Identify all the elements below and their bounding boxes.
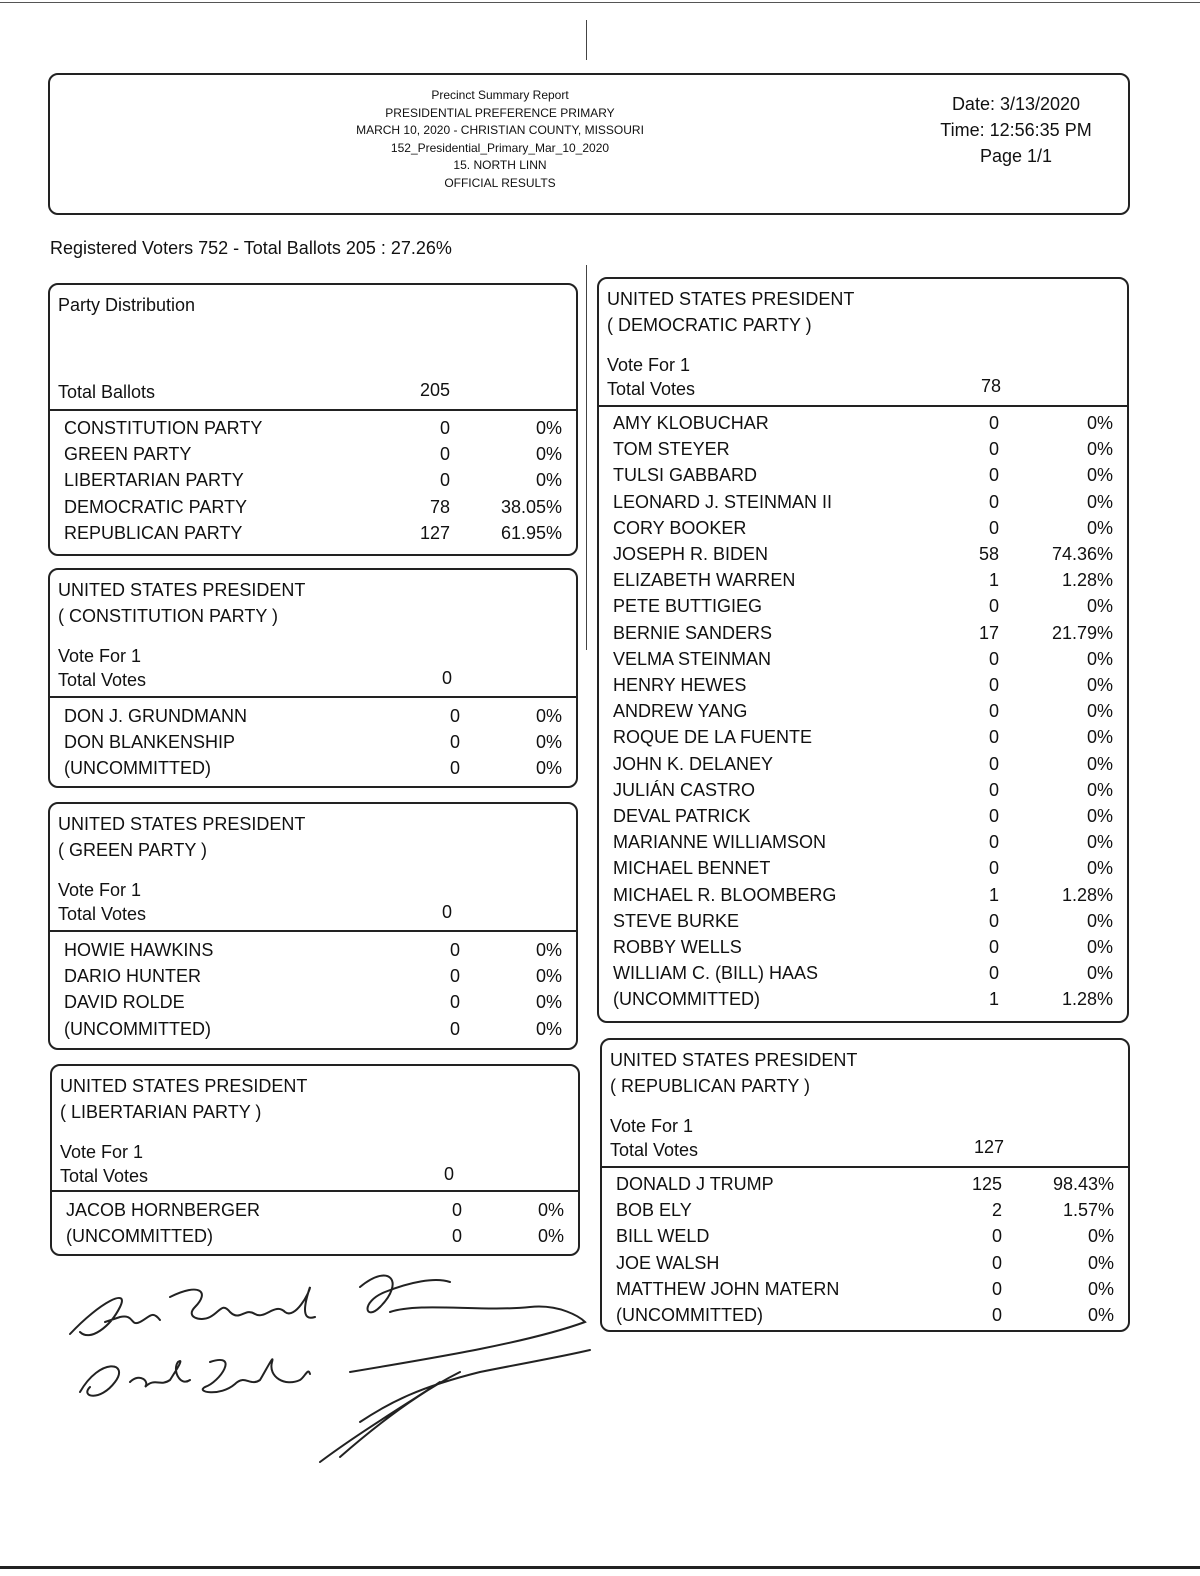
result-row [613,727,1113,753]
candidate-name: VELMA STEINMAN [613,648,772,669]
vote-count: 0 [451,1200,462,1220]
report-header [48,73,1130,215]
candidate-name: BERNIE SANDERS [613,622,773,643]
result-row [613,649,1113,675]
result-row [613,806,1113,832]
candidate-name: JOE WALSH [616,1252,720,1273]
section-divider [50,930,576,932]
result-row [613,675,1113,701]
result-row [616,1174,1114,1200]
result-row [613,465,1113,491]
vote-count: 125 [971,1174,1002,1194]
signature-stroke [70,1287,315,1335]
result-row [616,1200,1114,1226]
contest-title: UNITED STATES PRESIDENT [58,814,306,834]
vote-percent: 0% [1086,753,1113,774]
total-ballots-label: Total Ballots [58,382,156,402]
total-votes-label: Total Votes [58,670,147,690]
vote-percent: 1.28% [1061,989,1113,1010]
candidate-name: LEONARD J. STEINMAN II [613,491,833,512]
result-row [613,911,1113,937]
vote-percent: 0% [1086,517,1113,538]
vote-count: 0 [988,517,999,538]
vote-percent: 0% [1086,491,1113,512]
result-row [64,1019,562,1045]
result-row [613,963,1113,989]
report-date: Date: 3/13/2020 [951,94,1081,114]
vote-count: 0 [991,1305,1002,1325]
candidate-name: DONALD J TRUMP [616,1174,774,1194]
result-row [613,858,1113,884]
vote-percent: 0% [1086,439,1113,460]
candidate-name: HOWIE HAWKINS [64,940,214,960]
result-row [64,758,562,784]
report-meta [916,91,1116,169]
vote-count: 0 [988,779,999,800]
vote-count: 0 [988,727,999,748]
result-row [64,497,562,523]
vote-percent: 0% [537,1200,564,1220]
candidate-name: BILL WELD [616,1226,710,1247]
vote-count: 0 [988,832,999,853]
vote-percent: 0% [535,470,562,491]
vote-percent: 61.95% [500,522,562,543]
vote-count: 0 [449,940,460,960]
candidate-name: DEVAL PATRICK [613,806,751,826]
vote-count: 1 [988,570,999,591]
vote-percent: 0% [535,758,562,779]
contest-title: UNITED STATES PRESIDENT [58,580,306,600]
vote-count: 0 [439,470,450,491]
contest-title: UNITED STATES PRESIDENT [607,289,855,309]
vote-count: 127 [419,522,450,543]
column-divider [586,265,587,650]
candidate-name: BOB ELY [616,1200,692,1221]
vote-percent: 0% [535,992,562,1013]
result-row [64,444,562,470]
result-row [64,523,562,549]
vote-percent: 0% [1086,648,1113,669]
contest-party: ( CONSTITUTION PARTY ) [58,606,279,626]
green-president-section [48,802,578,1050]
vote-percent: 0% [1086,806,1113,826]
total-votes-label: Total Votes [610,1140,699,1160]
vote-for-label: Vote For 1 [607,355,691,375]
candidate-name: DARIO HUNTER [64,966,202,987]
vote-for-label: Vote For 1 [58,646,142,666]
vote-count: 0 [439,418,450,438]
candidate-name: TULSI GABBARD [613,465,758,486]
vote-percent: 0% [535,444,562,465]
vote-percent: 1.28% [1061,884,1113,905]
vote-percent: 0% [1086,937,1113,957]
candidate-name: STEVE BURKE [613,910,740,931]
total-votes-label: Total Votes [58,904,147,924]
vote-percent: 0% [1086,701,1113,722]
result-row [64,418,562,444]
vote-count: 0 [988,753,999,774]
vote-count: 0 [988,648,999,669]
section-divider [50,696,576,698]
vote-count: 0 [988,806,999,826]
vote-count: 0 [988,465,999,486]
vote-percent: 0% [1087,1252,1114,1273]
vote-percent: 1.28% [1061,570,1113,591]
total-votes-label: Total Votes [607,379,696,399]
result-row [613,492,1113,518]
candidate-name: ANDREW YANG [613,701,748,722]
contest-party: ( LIBERTARIAN PARTY ) [60,1102,262,1122]
vote-for-label: Vote For 1 [610,1116,694,1136]
vote-percent: 1.57% [1062,1200,1114,1221]
candidate-name: CONSTITUTION PARTY [64,418,263,438]
candidate-name: MARIANNE WILLIAMSON [613,832,827,853]
candidate-name: LIBERTARIAN PARTY [64,470,244,491]
vote-count: 0 [449,966,460,987]
candidate-name: ELIZABETH WARREN [613,570,796,591]
vote-percent: 0% [535,418,562,438]
candidate-name: JOHN K. DELANEY [613,753,774,774]
candidate-name: (UNCOMMITTED) [66,1226,213,1247]
vote-percent: 0% [1086,675,1113,695]
vote-percent: 0% [537,1226,564,1247]
vote-for-label: Vote For 1 [58,880,142,900]
section-divider [50,409,576,411]
result-row [64,940,562,966]
candidate-name: GREEN PARTY [64,444,192,465]
vote-count: 0 [988,675,999,695]
vote-count: 0 [988,413,999,433]
party-distribution-section [48,283,578,556]
candidate-name: (UNCOMMITTED) [616,1305,763,1325]
section-divider [602,1166,1128,1168]
constitution-president-section [48,568,578,788]
candidate-name: MICHAEL R. BLOOMBERG [613,884,837,905]
result-row [613,439,1113,465]
vote-count: 0 [439,444,450,465]
result-row [613,518,1113,544]
vote-percent: 0% [535,1018,562,1039]
vote-percent: 0% [1086,779,1113,800]
result-row [613,885,1113,911]
result-row [64,706,562,732]
contest-party: ( DEMOCRATIC PARTY ) [607,315,812,335]
contest-party: ( GREEN PARTY ) [58,840,208,860]
vote-percent: 0% [1086,832,1113,853]
candidate-name: CORY BOOKER [613,517,747,538]
candidate-name: JACOB HORNBERGER [66,1200,261,1220]
vote-count: 0 [991,1226,1002,1247]
result-row [616,1279,1114,1305]
candidate-name: DAVID ROLDE [64,992,185,1013]
result-row [613,989,1113,1015]
report-time: Time: 12:56:35 PM [940,120,1092,140]
vote-count: 0 [988,701,999,722]
vote-percent: 38.05% [500,496,562,517]
vote-percent: 0% [1087,1278,1114,1299]
top-rule [0,2,1200,3]
vote-count: 0 [988,963,999,984]
result-row [66,1226,564,1252]
bottom-rule [0,1566,1200,1569]
vote-count: 0 [988,937,999,957]
result-row [613,937,1113,963]
result-row [613,413,1113,439]
vote-percent: 0% [1086,858,1113,879]
result-row [613,754,1113,780]
turnout-summary: Registered Voters 752 - Total Ballots 205 : 27.26% [50,238,452,258]
candidate-name: HENRY HEWES [613,675,747,695]
result-row [616,1253,1114,1279]
precinct-name: 15. NORTH LINN [453,158,547,172]
candidate-name: REPUBLICAN PARTY [64,522,243,543]
vote-percent: 0% [535,706,562,726]
candidate-name: PETE BUTTIGIEG [613,596,763,617]
candidate-name: JOSEPH R. BIDEN [613,544,769,564]
report-title: Precinct Summary Report [431,88,569,102]
vote-count: 0 [988,858,999,879]
vote-percent: 74.36% [1051,544,1113,564]
candidate-name: DON J. GRUNDMANN [64,706,247,726]
vote-count: 1 [988,884,999,905]
vote-count: 78 [429,496,450,517]
vote-count: 0 [449,732,460,753]
vote-count: 0 [449,992,460,1013]
result-row [616,1226,1114,1252]
candidate-name: MATTHEW JOHN MATERN [616,1278,840,1299]
result-row [613,570,1113,596]
handwritten-signatures [60,1262,600,1482]
vote-percent: 0% [1086,413,1113,433]
vote-for-label: Vote For 1 [60,1142,144,1162]
vote-percent: 0% [535,966,562,987]
contest-title: UNITED STATES PRESIDENT [60,1076,308,1096]
total-votes-value: 0 [443,1164,454,1184]
republican-president-section [600,1038,1130,1332]
result-row [64,966,562,992]
vote-percent: 21.79% [1051,622,1113,643]
total-votes-value: 0 [441,902,452,922]
candidate-name: DON BLANKENSHIP [64,732,236,753]
result-row [613,701,1113,727]
vote-percent: 98.43% [1052,1174,1114,1194]
total-votes-value: 127 [973,1137,1004,1157]
candidate-name: (UNCOMMITTED) [64,1018,211,1039]
vote-percent: 0% [1086,727,1113,748]
election-name: PRESIDENTIAL PREFERENCE PRIMARY [385,105,615,120]
election-date-county: MARCH 10, 2020 - CHRISTIAN COUNTY, MISSOURI [356,123,644,137]
candidate-name: ROQUE DE LA FUENTE [613,727,813,748]
report-title-block [350,87,650,192]
candidate-name: ROBBY WELLS [613,937,742,957]
libertarian-president-section [50,1064,580,1256]
result-row [613,832,1113,858]
candidate-name: TOM STEYER [613,439,730,460]
total-votes-value: 0 [441,668,452,688]
candidate-name: (UNCOMMITTED) [613,989,760,1010]
candidate-name: (UNCOMMITTED) [64,758,211,779]
vote-count: 0 [988,439,999,460]
vote-percent: 0% [1086,596,1113,617]
vote-percent: 0% [535,940,562,960]
vote-percent: 0% [1087,1226,1114,1247]
candidate-name: MICHAEL BENNET [613,858,771,879]
vote-count: 1 [988,989,999,1010]
contest-title: UNITED STATES PRESIDENT [610,1050,858,1070]
vote-percent: 0% [535,732,562,753]
result-row [613,623,1113,649]
result-row [64,470,562,496]
result-row [64,992,562,1018]
section-divider [599,405,1127,407]
result-row [616,1305,1114,1331]
candidate-name: JULIÁN CASTRO [613,779,756,800]
vote-count: 0 [449,1018,460,1039]
vote-count: 0 [988,596,999,617]
page-number: Page 1/1 [979,146,1053,166]
candidate-name: DEMOCRATIC PARTY [64,496,248,517]
vote-count: 58 [978,544,999,564]
vote-count: 0 [988,491,999,512]
result-row [613,544,1113,570]
contest-party: ( REPUBLICAN PARTY ) [610,1076,811,1096]
democratic-president-section [597,277,1129,1023]
signature-stroke [80,1359,310,1395]
vote-count: 0 [988,910,999,931]
vote-count: 0 [449,706,460,726]
result-row [64,732,562,758]
vote-count: 2 [991,1200,1002,1221]
vote-count: 0 [451,1226,462,1247]
vote-percent: 0% [1086,963,1113,984]
total-votes-value: 78 [980,376,1001,396]
vote-percent: 0% [1086,465,1113,486]
signature-stroke [320,1350,590,1462]
total-ballots-value: 205 [419,380,450,400]
vote-count: 0 [991,1278,1002,1299]
result-row [66,1200,564,1226]
center-mark [586,20,587,60]
total-votes-label: Total Votes [60,1166,149,1186]
candidate-name: WILLIAM C. (BILL) HAAS [613,963,819,984]
vote-count: 0 [991,1252,1002,1273]
election-file-id: 152_Presidential_Primary_Mar_10_2020 [390,140,610,155]
vote-percent: 0% [1086,910,1113,931]
section-title: Party Distribution [58,295,196,315]
candidate-name: AMY KLOBUCHAR [613,413,769,433]
vote-percent: 0% [1087,1305,1114,1325]
results-status: OFFICIAL RESULTS [444,175,556,190]
result-row [613,780,1113,806]
section-divider [52,1190,578,1192]
vote-count: 0 [449,758,460,779]
result-row [613,596,1113,622]
vote-count: 17 [978,622,999,643]
